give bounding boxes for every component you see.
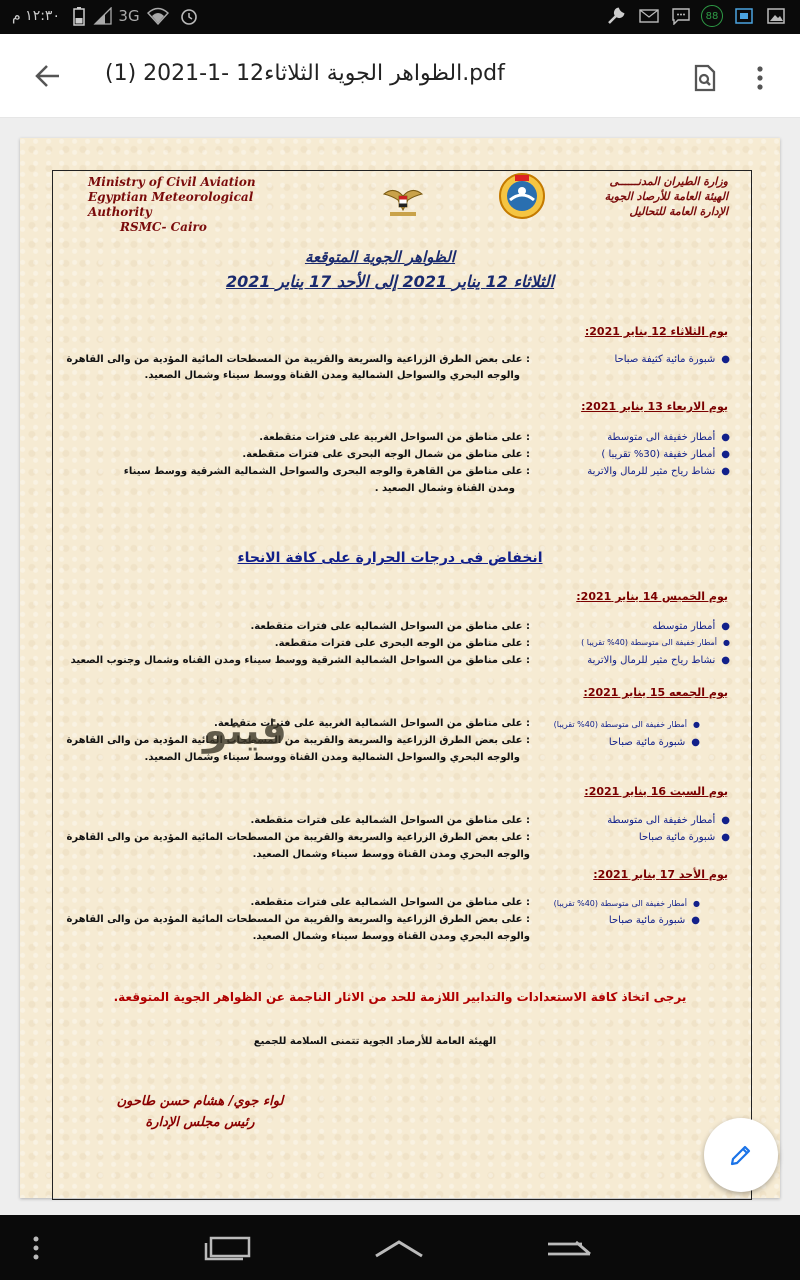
search-document-icon[interactable]: [688, 62, 722, 94]
day-heading: يوم الخميس 14 يناير 2021:: [576, 590, 728, 603]
detail-text: : على مناطق من القاهرة والوجه البحرى والسواحل الشمالية الشرقية ووسط سيناء: [123, 466, 530, 477]
app-notification-icon: [734, 5, 754, 27]
status-bar: [0, 0, 800, 34]
advisory-note: يرجى اتخاذ كافة الاستعدادات والتدابير اللازمة للحد من الاثار الناجمة عن الظواهر الجوية المتوقعة.: [113, 990, 687, 1004]
detail-text: : على مناطق من السواحل الشمالية على فترات متقطعة.: [250, 815, 530, 826]
mail-icon: [638, 5, 660, 27]
header-en-line: Ministry of Civil Aviation: [88, 175, 256, 189]
detail-text: : على مناطق من السواحل الشمالية الشرقية ووسط سيناء ومدن القناه وشمال وجنوب الصعيد: [70, 655, 530, 666]
day-heading: يوم الثلاثاء 12 يناير 2021:: [584, 325, 728, 338]
signature-block: [100, 1091, 300, 1133]
app-bar: [0, 34, 800, 118]
back-icon[interactable]: [540, 1233, 598, 1263]
signature-title: رئيس مجلس الإدارة: [145, 1115, 255, 1130]
pdf-viewer[interactable]: [0, 118, 800, 1215]
detail-text: والوجه البحري والسواحل الشمالية ومدن القناة ووسط سيناء وشمال الصعيد.: [144, 370, 520, 381]
phenomenon-item: ●أمطار خفيفة الى متوسطة (40% تقريبا): [553, 720, 700, 729]
phenomenon-item: ●أمطار خفيفة الى متوسطة: [607, 815, 730, 826]
news-site-watermark: فيتو: [203, 708, 287, 754]
day-heading: يوم الأحد 17 يناير 2021:: [593, 868, 728, 881]
detail-text: : على بعض الطرق الزراعية والسريعة والقريبة من المسطحات المائية المؤدية من والى القاهرة: [66, 914, 530, 925]
closing-statement: الهيئة العامة للأرصاد الجوية تتمنى السلامة للجميع: [253, 1036, 497, 1047]
document-title: الظواهر الجوية الثلاثاء12 -1-2021 (1).pdf: [105, 61, 505, 86]
header-ar-line: وزارة الطيران المدنــــــى: [609, 175, 728, 188]
detail-text: والوجه البحري ومدن القناة ووسط سيناء وشمال الصعيد.: [252, 849, 530, 860]
menu-dots-icon[interactable]: [26, 1233, 46, 1263]
header-en-line: Egyptian Meteorological Authority: [88, 190, 254, 219]
phenomenon-item: ●أمطار خفيفة الى متوسطة: [607, 432, 730, 443]
eagle-emblem-logo: [380, 180, 426, 220]
signal-bars-icon: [92, 5, 114, 27]
arrow-left-icon[interactable]: [30, 60, 66, 92]
day-heading: يوم الاربعاء 13 يناير 2021:: [581, 400, 728, 413]
header-ar-line: الإدارة العامة للتحاليل: [629, 205, 728, 218]
detail-text: : على مناطق من الوجه البحرى على فترات متقطعة.: [274, 638, 530, 649]
navigation-bar: [0, 1215, 800, 1280]
phenomenon-item: ●أمطار خفيفة الى متوسطة (40% تقريبا ): [581, 638, 730, 647]
document-date-range: الثلاثاء 12 يناير 2021 إلى الأحد 17 يناير 2021: [225, 272, 555, 291]
header-english: [88, 175, 318, 235]
detail-text: : على مناطق من السواحل الشمالية على فترات متقطعة.: [250, 897, 530, 908]
phenomenon-item: ●نشاط رياح مثير للرمال والاتربة: [587, 655, 730, 666]
detail-text: : على مناطق من السواحل الشمالية الغربية على فترات متقطعة.: [214, 718, 530, 729]
more-vert-icon[interactable]: [746, 62, 774, 94]
phenomenon-item: ●شبورة مائية صباحا: [608, 737, 700, 748]
detail-text: : على بعض الطرق الزراعية والسريعة والقريبة من المسطحات المائية المؤدية من والى القاهرة: [66, 735, 530, 746]
home-icon[interactable]: [370, 1233, 428, 1263]
gallery-icon: [766, 5, 786, 27]
pencil-icon: [729, 1143, 753, 1167]
phenomenon-item: ●شبورة مائية صباحا: [638, 832, 730, 843]
temperature-drop-heading: انخفاض فى درجات الحرارة على كافة الانحاء: [237, 550, 543, 566]
signature-name: لواء جوي/ هشام حسن طاحون: [116, 1094, 284, 1109]
detail-text: والوجه البحري والسواحل الشمالية ومدن القناة ووسط سيناء وشمال الصعيد.: [144, 752, 520, 763]
recent-apps-icon[interactable]: [200, 1233, 256, 1263]
header-en-line: RSMC- Cairo: [120, 220, 207, 234]
wrench-icon: [605, 5, 627, 27]
document-title-heading: الظواهر الجوية المتوقعة: [304, 248, 456, 266]
meteorological-authority-logo: [498, 172, 546, 220]
alarm-icon: [178, 5, 200, 27]
phenomenon-item: ●أمطار خفيفة الى متوسطة (40% تقريبا): [553, 899, 700, 908]
phenomenon-item: ●أمطار متوسطه: [652, 621, 730, 632]
detail-text: : على مناطق من شمال الوجه البحرى على فترات متقطعة.: [242, 449, 530, 460]
wifi-icon: [146, 5, 170, 27]
phenomenon-item: ●نشاط رياح مثير للرمال والاتربة: [587, 466, 730, 477]
header-ar-line: الهيئة العامة للأرصاد الجوية: [604, 190, 728, 203]
detail-text: : على بعض الطرق الزراعية والسريعة والقريبة من المسطحات المائية المؤدية من والى القاهرة: [66, 354, 530, 365]
detail-text: : على مناطق من السواحل الغربية على فترات متقطعة.: [259, 432, 530, 443]
detail-text: والوجه البحري ومدن القناة ووسط سيناء وشمال الصعيد.: [252, 931, 530, 942]
chat-icon: [670, 5, 692, 27]
battery-icon: [70, 5, 88, 27]
detail-text: : على مناطق من السواحل الشماليه على فترات متقطعة.: [250, 621, 530, 632]
edit-button[interactable]: [704, 1118, 778, 1192]
phenomenon-item: ●شبورة مائية كثيفة صباحا: [614, 354, 730, 365]
notification-count-badge: 88: [700, 5, 724, 27]
day-heading: يوم السبت 16 يناير 2021:: [584, 785, 728, 798]
header-arabic: [550, 174, 728, 219]
clock-time: ١٢:٣٠ م: [12, 8, 60, 24]
detail-text: : على بعض الطرق الزراعية والسريعة والقريبة من المسطحات المائية المؤدية من والى القاهرة: [66, 832, 530, 843]
pdf-page[interactable]: [20, 138, 780, 1198]
day-heading: يوم الجمعه 15 يناير 2021:: [583, 686, 728, 699]
detail-text: ومدن القناة وشمال الصعيد .: [374, 483, 515, 494]
phenomenon-item: ●أمطار خفيفة (30% تقريبا ): [601, 449, 730, 460]
phenomenon-item: ●شبورة مائية صباحا: [608, 915, 700, 926]
network-type: 3G: [118, 7, 140, 25]
